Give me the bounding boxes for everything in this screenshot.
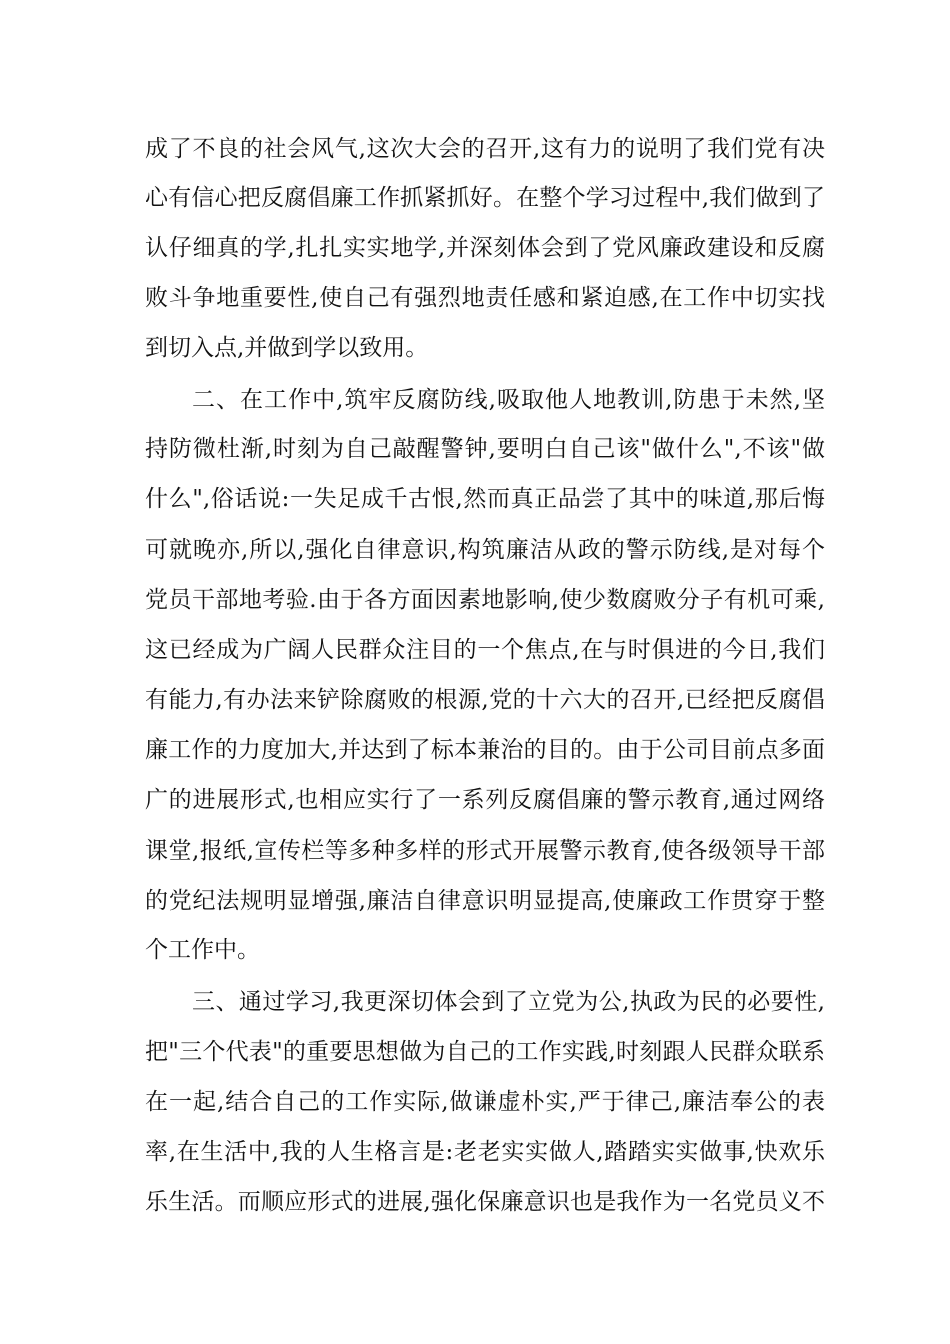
text-line: 什么",俗话说:一失足成千古恨,然而真正品尝了其中的味道,那后悔	[145, 486, 825, 512]
text-line: 在一起,结合自己的工作实际,做谦虚朴实,严于律己,廉洁奉公的表	[145, 1089, 825, 1115]
text-line: 有能力,有办法来铲除腐败的根源,党的十六大的召开,已经把反腐倡	[145, 687, 825, 713]
text-line: 可就晚亦,所以,强化自律意识,构筑廉洁从政的警示防线,是对每个	[145, 537, 825, 563]
text-line: 心有信心把反腐倡廉工作抓紧抓好。在整个学习过程中,我们做到了	[145, 185, 825, 211]
text-line: 到切入点,并做到学以致用。	[145, 335, 429, 361]
text-line: 这已经成为广阔人民群众注目的一个焦点,在与时俱进的今日,我们	[145, 637, 825, 663]
text-line: 党员干部地考验.由于各方面因素地影响,使少数腐败分子有机可乘,	[145, 587, 825, 613]
text-line: 持防微杜渐,时刻为自己敲醒警钟,要明白自己该"做什么",不该"做	[145, 436, 825, 462]
text-line: 率,在生活中,我的人生格言是:老老实实做人,踏踏实实做事,快欢乐	[145, 1139, 825, 1165]
text-line: 乐生活。而顺应形式的进展,强化保廉意识也是我作为一名党员义不	[145, 1189, 825, 1215]
text-line: 败斗争地重要性,使自己有强烈地责任感和紧迫感,在工作中切实找	[145, 285, 825, 311]
text-line: 广的进展形式,也相应实行了一系列反腐倡廉的警示教育,通过网络	[145, 787, 825, 813]
text-line: 课堂,报纸,宣传栏等多种多样的形式开展警示教育,使各级领导干部	[145, 838, 825, 864]
text-line: 廉工作的力度加大,并达到了标本兼治的目的。由于公司目前点多面	[145, 737, 825, 763]
text-line: 把"三个代表"的重要思想做为自己的工作实践,时刻跟人民群众联系	[145, 1039, 825, 1065]
text-line: 三、通过学习,我更深切体会到了立党为公,执政为民的必要性,	[192, 989, 825, 1015]
text-line: 成了不良的社会风气,这次大会的召开,这有力的说明了我们党有决	[145, 136, 825, 162]
text-line: 的党纪法规明显增强,廉洁自律意识明显提高,使廉政工作贯穿于整	[145, 888, 825, 914]
text-line: 个工作中。	[145, 937, 260, 963]
text-line: 二、在工作中,筑牢反腐防线,吸取他人地教训,防患于未然,坚	[192, 387, 825, 413]
text-line: 认仔细真的学,扎扎实实地学,并深刻体会到了党风廉政建设和反腐	[145, 235, 825, 261]
